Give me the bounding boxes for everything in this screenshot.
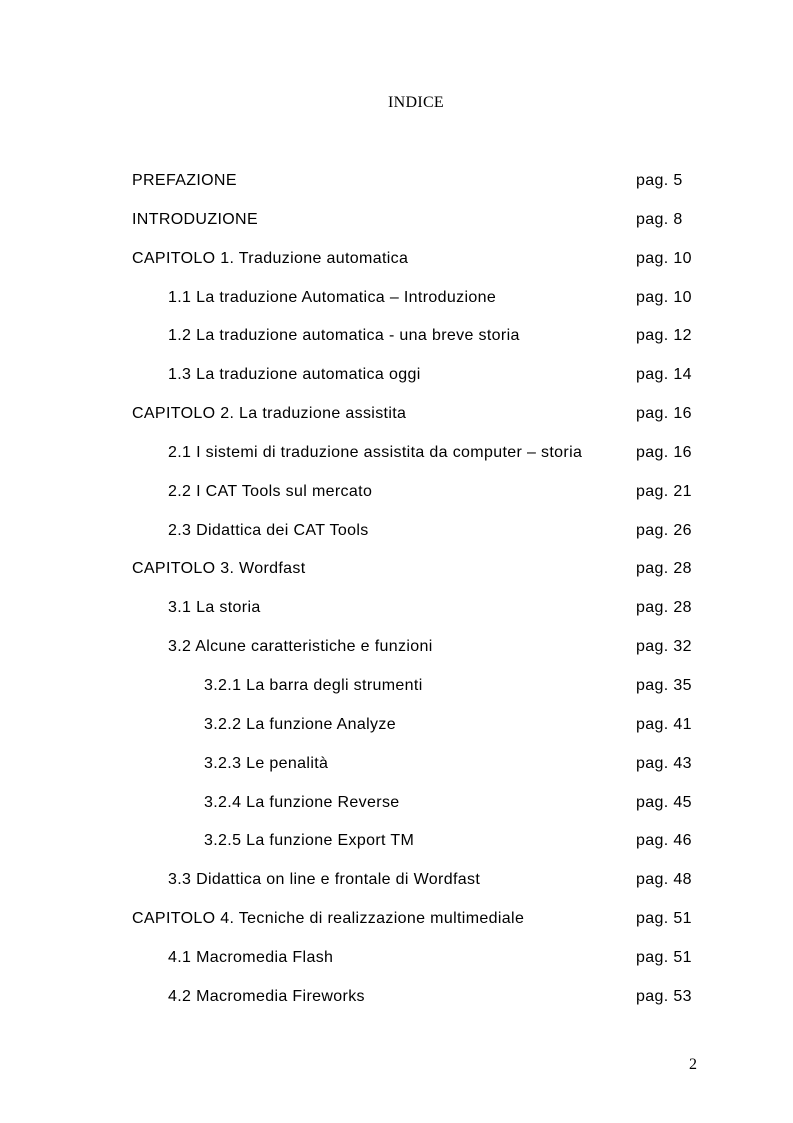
toc-entry-page: pag. 32	[636, 638, 692, 656]
toc-entry	[132, 481, 712, 520]
toc-entry-page: pag. 14	[636, 366, 692, 384]
toc-entry	[132, 986, 712, 1025]
toc-entry-label: 4.2 Macromedia Fireworks	[168, 987, 365, 1005]
toc-entry-label: PREFAZIONE	[132, 172, 237, 189]
toc-entry-page: pag. 10	[636, 249, 692, 267]
toc-entry	[132, 325, 712, 364]
toc-entry	[132, 792, 712, 831]
toc-entry	[132, 520, 712, 559]
toc-entry-label: 3.2.3 Le penalità	[204, 754, 329, 772]
toc-entry-label: CAPITOLO 4. Tecniche di realizzazione multimediale	[132, 910, 525, 928]
toc-entry	[132, 947, 712, 986]
toc-entry-page: pag. 53	[636, 987, 692, 1005]
page-number: 2	[689, 1056, 697, 1073]
toc-entry-page: pag. 16	[636, 443, 692, 461]
toc-entry-label: 2.1 I sistemi di traduzione assistita da computer – storia	[168, 443, 583, 461]
toc-entry-label: 1.3 La traduzione automatica oggi	[168, 366, 421, 384]
toc-entry	[132, 869, 712, 908]
toc-entry	[132, 675, 712, 714]
toc-entry-label: CAPITOLO 2. La traduzione assistita	[132, 405, 407, 423]
toc-entry-page: pag. 48	[636, 871, 692, 889]
table-of-contents	[132, 170, 712, 1025]
toc-entry-label: 1.2 La traduzione automatica - una breve storia	[168, 327, 520, 345]
toc-entry	[132, 558, 712, 597]
toc-entry-label: 2.3 Didattica dei CAT Tools	[168, 521, 369, 539]
toc-entry-page: pag. 41	[636, 715, 692, 733]
toc-entry-page: pag. 8	[636, 210, 683, 228]
toc-entry-page: pag. 16	[636, 405, 692, 423]
toc-entry-label: INTRODUZIONE	[132, 210, 258, 228]
toc-entry-label: 3.2 Alcune caratteristiche e funzioni	[168, 638, 433, 656]
toc-entry	[132, 364, 712, 403]
page-title: INDICE	[387, 94, 444, 111]
toc-entry-page: pag. 51	[636, 910, 692, 928]
toc-entry	[132, 403, 712, 442]
toc-entry	[132, 209, 712, 248]
toc-entry-label: 3.1 La storia	[168, 599, 261, 617]
toc-entry-page: pag. 12	[636, 327, 692, 345]
toc-entry	[132, 442, 712, 481]
toc-entry-label: 4.1 Macromedia Flash	[168, 948, 334, 966]
toc-entry	[132, 714, 712, 753]
toc-entry-label: 3.2.5 La funzione Export TM	[204, 832, 415, 850]
toc-entry-page: pag. 26	[636, 521, 692, 539]
toc-entry-label: 3.2.4 La funzione Reverse	[204, 793, 400, 811]
toc-entry-page: pag. 35	[636, 676, 692, 694]
toc-entry-label: 3.3 Didattica on line e frontale di Wordfast	[168, 871, 481, 889]
toc-entry-page: pag. 46	[636, 832, 692, 850]
toc-entry-label: 2.2 I CAT Tools sul mercato	[168, 482, 373, 500]
toc-entry-label: 1.1 La traduzione Automatica – Introduzione	[168, 288, 497, 306]
toc-entry-page: pag. 28	[636, 560, 692, 578]
toc-entry	[132, 248, 712, 287]
toc-entry	[132, 287, 712, 326]
toc-entry-label: 3.2.1 La barra degli strumenti	[204, 676, 423, 694]
toc-entry-label: CAPITOLO 3. Wordfast	[132, 560, 306, 578]
toc-entry	[132, 170, 712, 209]
toc-entry-page: pag. 43	[636, 754, 692, 772]
toc-entry	[132, 753, 712, 792]
toc-entry-page: pag. 21	[636, 482, 692, 500]
toc-entry-page: pag. 28	[636, 599, 692, 617]
toc-entry-page: pag. 10	[636, 288, 692, 306]
toc-entry	[132, 830, 712, 869]
toc-entry	[132, 597, 712, 636]
toc-entry-page: pag. 5	[636, 172, 683, 189]
toc-entry-page: pag. 45	[636, 793, 692, 811]
toc-entry-label: 3.2.2 La funzione Analyze	[204, 715, 396, 733]
toc-entry-label: CAPITOLO 1. Traduzione automatica	[132, 249, 409, 267]
toc-entry	[132, 908, 712, 947]
toc-entry	[132, 636, 712, 675]
toc-entry-page: pag. 51	[636, 948, 692, 966]
